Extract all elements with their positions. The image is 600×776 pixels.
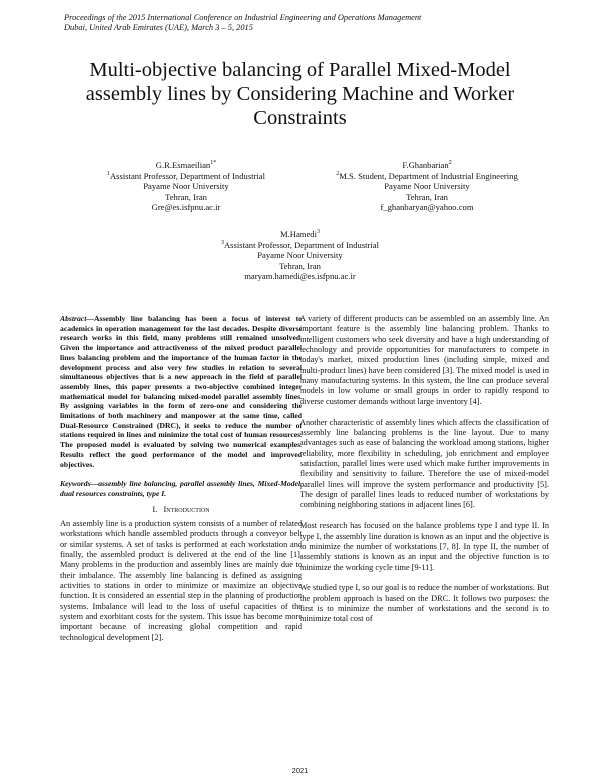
right-column xyxy=(300,314,549,635)
paragraph: An assembly line is a production system consists of a number of related workstations which handle assembled products through a conveyor belt or similar systems. A set of tasks is performed at each workstation and finally, the assembled product is delivered at the end of the line [1]. Many problems in the production and assembly lines are mainly due to their imbalance. The assembly line balancing is defined as assigning activities to stations in order to minimize or maximize an objective function. It is considered an essential step in the planning of production systems. Imbalance will lead to the loss of useful capacities of the system and exorbitant costs for the system. This issue has become more important because of increasing global competition and rapid technological development [2]. xyxy=(60,519,302,642)
abstract-label: Abstract— xyxy=(60,314,94,323)
keywords: Keywords—assembly line balancing, parallel assembly lines, Mixed-Model, dual resources constraints, type I. xyxy=(60,479,302,498)
author-city: Tehran, Iran xyxy=(406,191,448,202)
author-city: Tehran, Iran xyxy=(165,191,207,202)
paper-title xyxy=(40,58,560,130)
proceedings-header xyxy=(64,13,544,33)
author-email: f_ghanbaryan@yahoo.com xyxy=(380,202,474,213)
title-line-2: assembly lines by Considering Machine and Worker xyxy=(85,83,515,105)
paragraph: Most research has focused on the balance problems type I and type II. In type I, the assembly line duration is known as an input and the objective is to minimize the number of workstations [7, 8]. In type II, the number of assembly stations is known as an input and the objective function is to minimize the working cycle time [9-11]. xyxy=(300,521,549,572)
paragraph: A variety of different products can be assembled on an assembly line. An important feature is the assembly line balancing problem. Thanks to intelligent customers who seek diversity and have a high understanding of technology and provide opportunities for manufacturers to compete in today's market, mixed production lines (including simple, mixed and multi-product lines) have been considered [3]. The mixed model is used in many manufacturing systems. In this system, the line can produce several models in low volume or small groups in order to rapidly respond to diverse customer demands without large inventory [4]. xyxy=(300,314,549,406)
abstract-text: Assembly line balancing has been a focus of interest to academics in operation management for the last decades. Despite diverse research works in this field, many problems still remained unsolved. Given the importance and attractiveness of the mixed product parallel lines balancing problem and the importance of the human factor in the development process and also very few studies in relation to several simultaneous objectives that is a new approach in the field of parallel assembly lines, this paper presents a two-objective combined integer mathematical model for balancing mixed-model parallel assembly lines. By assigning variables in the form of zero-one and considering the limitations of both machinery and manpower at the same time, called Dual-Resource Constrained (DRC), it seeks to reduce the number of stations required in lines and minimize the total cost of human resources. The proposed model is evaluated by solving two numerical examples. Results reflect the good performance of the model and improved objectives. xyxy=(60,314,302,469)
author-university: Payame Noor University xyxy=(257,250,343,261)
author-name: G.R.Esmaeilian$^{1*}$ xyxy=(155,160,217,170)
title-line-3: Constraints xyxy=(253,107,347,129)
author-university: Payame Noor University xyxy=(384,181,470,192)
author-affiliation: $^1$Assistant Professor, Department of Industrial xyxy=(106,170,266,181)
left-column xyxy=(60,314,302,654)
author-city: Tehran, Iran xyxy=(279,260,321,271)
author-block-2 xyxy=(322,160,532,213)
author-affiliation: $^3$Assistant Professor, Department of Industrial xyxy=(220,239,380,250)
author-block-3 xyxy=(210,229,390,282)
proceedings-line-2: Dubai, United Arab Emirates (UAE), March 3 – 5, 2015 xyxy=(64,23,253,32)
author-email: maryam.hamedi@es.isfpnu.ac.ir xyxy=(244,271,356,282)
author-block-1 xyxy=(96,160,276,213)
paragraph: We studied type I, so our goal is to reduce the number of workstations. But the problem approach is based on the DRC. It follows two purposes: the first is to minimize the number of workstations and the second is to minimize total cost of xyxy=(300,583,549,624)
author-name: M.Hamedi$^3$ xyxy=(280,229,320,239)
page-number: 2021 xyxy=(291,766,309,775)
abstract xyxy=(60,314,302,469)
paragraph: Another characteristic of assembly lines which affects the classification of assembly line balancing problems is the line layout. Due to many advantages such as ease of balancing the workload among stations, higher reliability, more flexibility in scheduling, job enrichment and employee satisfaction, parallel lines were used which make further improvements in flexibility and sensitivity to failure. Therefore the use of mixed-model parallel lines will improve the system performance and productivity [5]. The design of parallel lines leads to reduced number of workstations by combining neighboring stations in adjacent lines [6]. xyxy=(300,417,549,510)
section-heading: I. Introduction xyxy=(152,504,210,514)
title-line-1: Multi-objective balancing of Parallel Mixed-Model xyxy=(89,59,511,81)
author-name: F.Ghanbarian$^2$ xyxy=(402,160,452,170)
proceedings-line-1: Proceedings of the 2015 International Conference on Industrial Engineering and Operations Management xyxy=(64,13,422,22)
author-university: Payame Noor University xyxy=(143,181,229,192)
author-email: Gre@es.isfpnu.ac.ir xyxy=(151,202,221,213)
author-affiliation: $^2$M.S. Student, Department of Industrial Engineering xyxy=(336,170,518,181)
